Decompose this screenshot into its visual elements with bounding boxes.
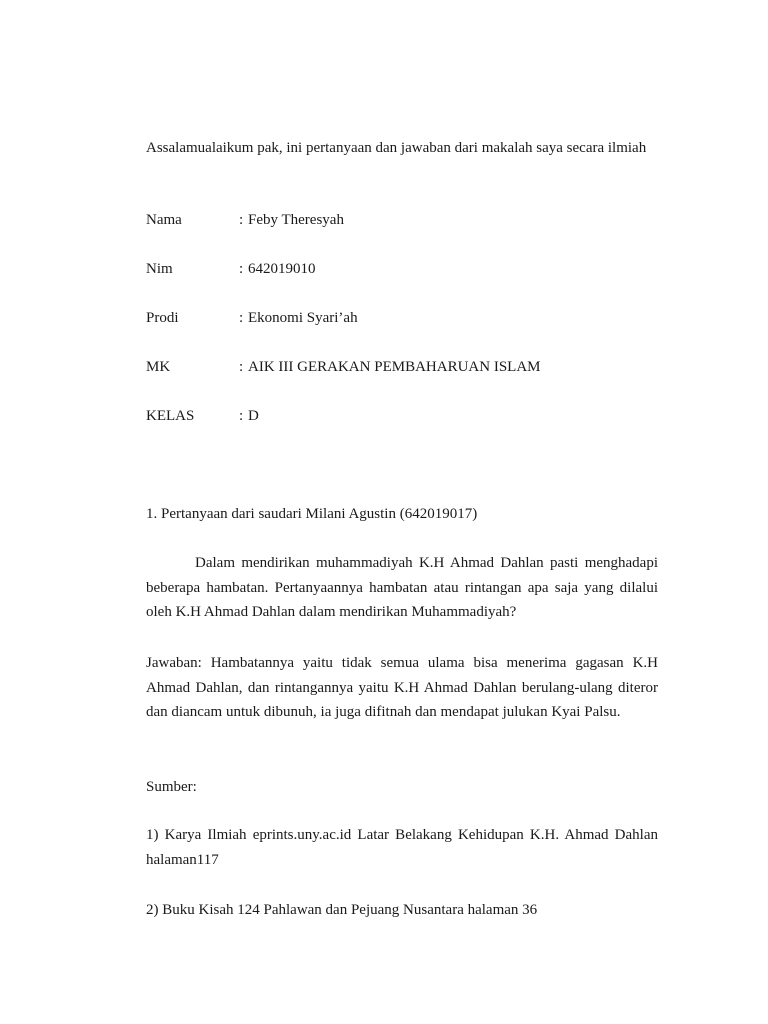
field-separator: : bbox=[239, 310, 244, 326]
source-item: 1) Karya Ilmiah eprints.uny.ac.id Latar Belakang Kehidupan K.H. Ahmad Dahlan halaman117 bbox=[146, 827, 658, 868]
field-label: Nama bbox=[146, 212, 182, 228]
field-value: D bbox=[248, 408, 259, 424]
greeting-paragraph: Assalamualaikum pak, ini pertanyaan dan jawaban dari makalah saya secara ilmiah bbox=[146, 140, 647, 156]
field-value: Ekonomi Syari’ah bbox=[248, 310, 358, 326]
field-separator: : bbox=[239, 212, 244, 228]
field-label: KELAS bbox=[146, 408, 195, 424]
field-value: AIK III GERAKAN PEMBAHARUAN ISLAM bbox=[248, 359, 541, 375]
field-separator: : bbox=[239, 359, 244, 375]
field-value: 642019010 bbox=[248, 261, 316, 277]
field-label: Nim bbox=[146, 261, 173, 277]
field-label: MK bbox=[146, 359, 171, 375]
sources-heading: Sumber: bbox=[146, 779, 197, 795]
field-separator: : bbox=[239, 261, 244, 277]
question-body: Dalam mendirikan muhammadiyah K.H Ahmad Dahlan pasti menghadapi beberapa hambatan. Pertanyaannya hambatan atau rintangan apa saja yang dilalui oleh K.H Ahmad Dahlan dalam mendirikan Muhammadiyah? bbox=[146, 555, 658, 620]
source-item: 2) Buku Kisah 124 Pahlawan dan Pejuang Nusantara halaman 36 bbox=[146, 902, 538, 918]
field-mk bbox=[146, 357, 666, 377]
field-nim bbox=[146, 259, 666, 279]
field-nama bbox=[146, 210, 666, 230]
field-prodi bbox=[146, 308, 666, 328]
field-value: Feby Theresyah bbox=[248, 212, 344, 228]
answer-paragraph: Jawaban: Hambatannya yaitu tidak semua ulama bisa menerima gagasan K.H Ahmad Dahlan, dan rintangannya yaitu K.H Ahmad Dahlan berulang-ulang diteror dan diancam untuk dibunuh, ia juga difitnah dan mendapat julukan Kyai Palsu. bbox=[146, 655, 658, 720]
field-label: Prodi bbox=[146, 310, 179, 326]
field-separator: : bbox=[239, 408, 244, 424]
question-heading: 1. Pertanyaan dari saudari Milani Agustin (642019017) bbox=[146, 506, 478, 522]
field-kelas bbox=[146, 406, 666, 426]
